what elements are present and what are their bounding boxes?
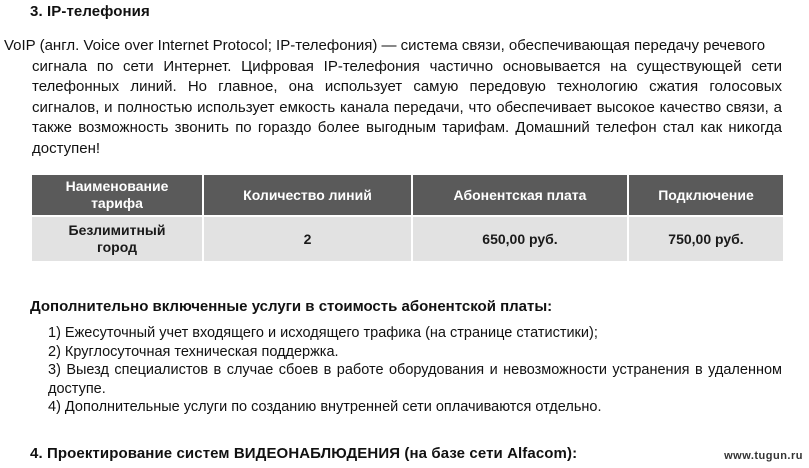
tariff-table-header-row xyxy=(31,174,784,216)
table-row xyxy=(31,216,784,262)
list-item: 2) Круглосуточная техническая поддержка. xyxy=(48,343,339,360)
included-services-heading: Дополнительно включенные услуги в стоимость абонентской платы: xyxy=(30,298,553,315)
list-item: 1) Ежесуточный учет входящего и исходящего трафика (на странице статистики); xyxy=(48,325,598,341)
cell-subscription-fee: 650,00 руб. xyxy=(412,216,628,262)
watermark: www.tugun.ru xyxy=(724,450,803,462)
column-header-subscription-fee: Абонентская плата xyxy=(412,174,628,216)
column-header-tariff-name: Наименование тарифа xyxy=(31,174,203,216)
section-title-video-surveillance: 4. Проектирование систем ВИДЕОНАБЛЮДЕНИЯ (на базе сети Alfacom): xyxy=(30,445,578,462)
tariff-table xyxy=(30,173,785,263)
list-item: 3) Выезд специалистов в случае сбоев в работе оборудования и невозможности устранения в удаленном доступе. xyxy=(48,362,782,397)
column-header-lines: Количество линий xyxy=(203,174,412,216)
included-services-list xyxy=(48,324,782,417)
paragraph-first-line: VoIP (англ. Voice over Internet Protocol; IP-телефония) — система связи, обеспечивающая передачу речевого xyxy=(4,37,766,54)
list-item: 4) Дополнительные услуги по созданию внутренней сети оплачиваются отдельно. xyxy=(48,399,602,415)
voip-description-paragraph xyxy=(4,36,782,159)
column-header-connection: Подключение xyxy=(628,174,784,216)
cell-tariff-name: Безлимитный город xyxy=(31,216,203,262)
paragraph-body: сигнала по сети Интернет. Цифровая IP-телефония частично основывается на существующей сети телефонных линий. Но главное, она использует самую передовую технологию сжатия голосовых сигналов, и полностью использует емкость канала передачи, что обеспечивает высокое качество связи, а также возможность звонить по гораздо более выгодным тарифам. Домашний телефон стал как никогда доступен! xyxy=(32,57,782,157)
cell-lines: 2 xyxy=(203,216,412,262)
cell-connection-fee: 750,00 руб. xyxy=(628,216,784,262)
section-title-ip-telephony: 3. IP-телефония xyxy=(30,3,150,20)
